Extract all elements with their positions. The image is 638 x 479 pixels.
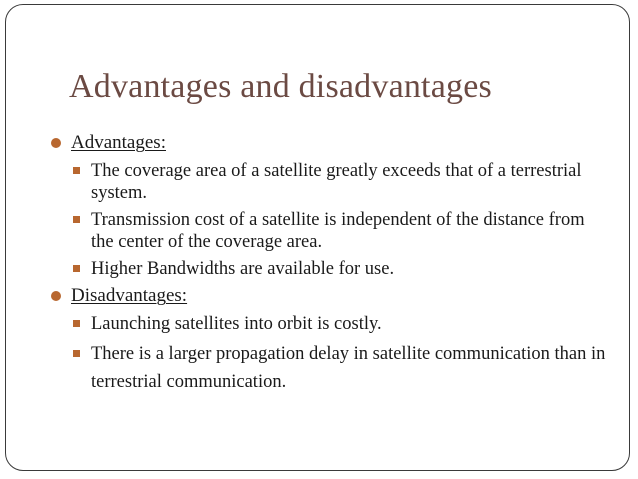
circle-bullet-icon — [51, 291, 61, 301]
list-item — [71, 340, 611, 396]
section-advantages — [51, 132, 611, 154]
section-heading: Disadvantages: — [71, 285, 188, 306]
square-bullet-icon — [73, 216, 80, 223]
list-item-text: Launching satellites into orbit is costly. — [91, 314, 382, 334]
list-item — [71, 160, 611, 204]
slide-content — [51, 132, 611, 401]
slide-title: Advantages and disadvantages — [69, 68, 492, 105]
slide-frame — [5, 4, 630, 471]
circle-bullet-icon — [51, 138, 61, 148]
list-item-text: Higher Bandwidths are available for use. — [91, 259, 395, 279]
section-disadvantages — [51, 285, 611, 307]
square-bullet-icon — [73, 167, 80, 174]
list-item-text: The coverage area of a satellite greatly exceeds that of a terrestrial system. — [91, 161, 582, 203]
list-item — [71, 258, 611, 280]
square-bullet-icon — [73, 350, 80, 357]
list-item-text: Transmission cost of a satellite is independent of the distance from the center of the coverage area. — [91, 210, 585, 252]
square-bullet-icon — [73, 320, 80, 327]
list-item — [71, 209, 611, 253]
list-item-text: There is a larger propagation delay in satellite communication than in terrestrial communication. — [91, 344, 606, 392]
square-bullet-icon — [73, 265, 80, 272]
section-heading: Advantages: — [71, 132, 166, 153]
list-item — [71, 313, 611, 335]
